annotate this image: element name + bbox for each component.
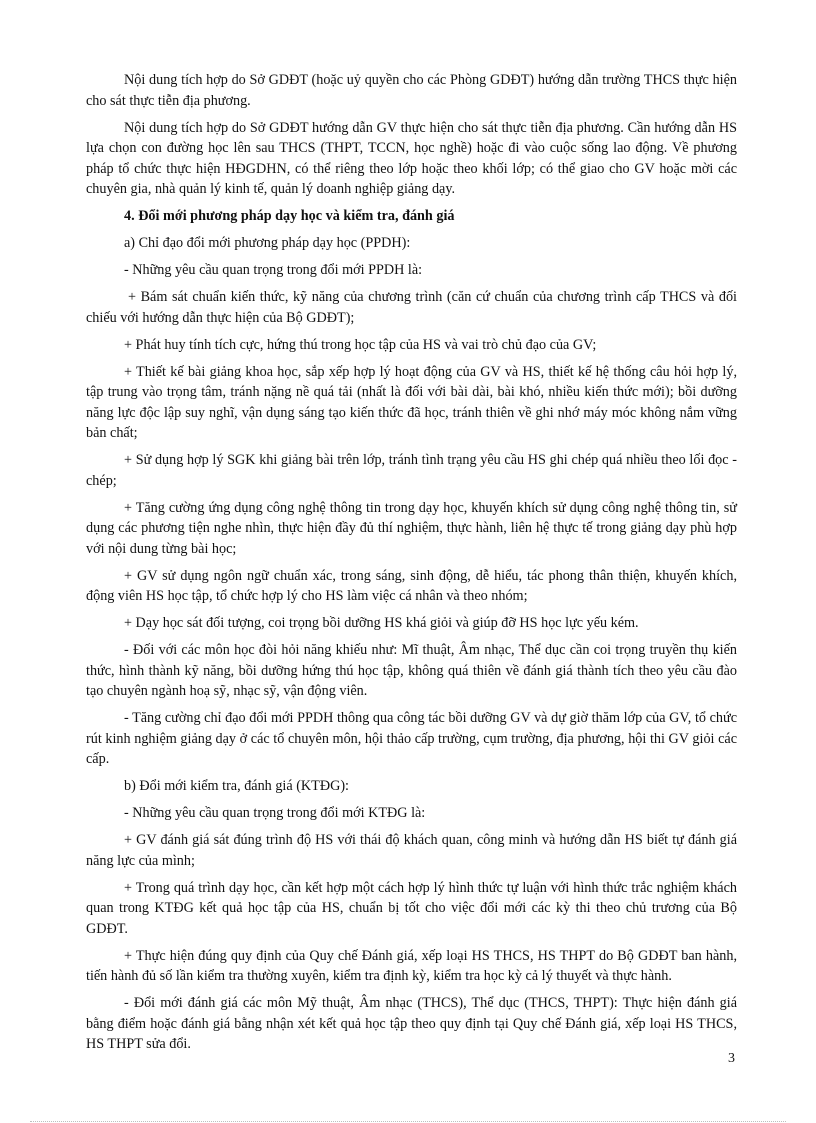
page-number: 3 (728, 1051, 735, 1066)
paragraph: a) Chỉ đạo đổi mới phương pháp dạy học (PPDH): (124, 235, 411, 251)
paragraph: + Thực hiện đúng quy định của Quy chế Đánh giá, xếp loại HS THCS, HS THPT do Bộ GDĐT ban hành, tiến hành đủ số lần kiểm tra thường xuyên, kiểm tra định kỳ, kiểm tra học kỳ cả lý thuyết và thực hành. (86, 947, 737, 984)
paragraph: + Sử dụng hợp lý SGK khi giảng bài trên lớp, tránh tình trạng yêu cầu HS ghi chép quá nhiều theo lối đọc - chép; (86, 452, 737, 489)
paragraph: Nội dung tích hợp do Sở GDĐT hướng dẫn GV thực hiện cho sát thực tiễn địa phương. Cần hướng dẫn HS lựa chọn con đường học lên sau THCS (THPT, TCCN, học nghề) hoặc đi vào cuộc sống lao động. Về phương pháp tổ chức thực hiện HĐGDHN, có thể riêng theo lớp hoặc theo khối lớp; có thể giao cho GV hoặc mời các chuyên gia, nhà quản lý kinh tế, quản lý doanh nghiệp giảng dạy. (86, 119, 737, 197)
paragraph: + Thiết kế bài giảng khoa học, sắp xếp hợp lý hoạt động của GV và HS, thiết kế hệ thống câu hỏi hợp lý, tập trung vào trọng tâm, tránh nặng nề quá tải (nhất là đối với bài dài, bài khó, nhiều kiến thức mới); bồi dưỡng năng lực độc lập suy nghĩ, vận dụng sáng tạo kiến thức đã học, tránh thiên về ghi nhớ máy móc không nắm vững bản chất; (86, 363, 737, 441)
paragraph: Nội dung tích hợp do Sở GDĐT (hoặc uỷ quyền cho các Phòng GDĐT) hướng dẫn trường THCS thực hiện cho sát thực tiễn địa phương. (86, 72, 737, 109)
paragraph: + Dạy học sát đối tượng, coi trọng bồi dưỡng HS khá giỏi và giúp đỡ HS học lực yếu kém. (124, 615, 639, 631)
paragraph: + Phát huy tính tích cực, hứng thú trong học tập của HS và vai trò chủ đạo của GV; (124, 336, 597, 353)
paragraph: - Đổi mới đánh giá các môn Mỹ thuật, Âm nhạc (THCS), Thể dục (THCS, THPT): Thực hiện đánh giá bằng điểm hoặc đánh giá bằng nhận xét kết quả học tập theo quy định tại Quy chế Đánh giá, xếp loại HS THCS, HS THPT sửa đổi. (86, 995, 737, 1052)
document-body (86, 70, 737, 1061)
paragraph: + Bám sát chuẩn kiến thức, kỹ năng của chương trình (căn cứ chuẩn của chương trình cấp THCS và đối chiếu với hướng dẫn thực hiện của Bộ GDĐT); (86, 289, 737, 326)
paragraph: - Những yêu cầu quan trọng trong đổi mới PPDH là: (124, 262, 423, 278)
page-bottom-divider (30, 1121, 786, 1122)
paragraph: + GV đánh giá sát đúng trình độ HS với thái độ khách quan, công minh và hướng dẫn HS biết tự đánh giá năng lực của mình; (86, 832, 737, 869)
paragraph: - Những yêu cầu quan trọng trong đổi mới KTĐG là: (124, 805, 426, 821)
paragraph: + Trong quá trình dạy học, cần kết hợp một cách hợp lý hình thức tự luận với hình thức trắc nghiệm khách quan trong KTĐG kết quả học tập của HS, chuẩn bị tốt cho việc đổi mới các kỳ thi theo chủ trương của Bộ GDĐT. (86, 879, 737, 937)
paragraph: b) Đổi mới kiểm tra, đánh giá (KTĐG): (124, 778, 349, 794)
paragraph: + GV sử dụng ngôn ngữ chuẩn xác, trong sáng, sinh động, dễ hiểu, tác phong thân thiện, khuyến khích, động viên HS học tập, tổ chức hợp lý cho HS làm việc cá nhân và theo nhóm; (86, 567, 737, 604)
paragraph: + Tăng cường ứng dụng công nghệ thông tin trong dạy học, khuyến khích sử dụng công nghệ thông tin, sử dụng các phương tiện nghe nhìn, thực hiện đầy đủ thí nghiệm, thực hành, liên hệ thực tế trong giảng dạy phù hợp với nội dung từng bài học; (86, 499, 737, 557)
paragraph: - Đối với các môn học đòi hỏi năng khiếu như: Mĩ thuật, Âm nhạc, Thể dục cần coi trọng truyền thụ kiến thức, hình thành kỹ năng, bồi dưỡng hứng thú học tập, không quá thiên về đánh giá thành tích theo yêu cầu đào tạo chuyên ngành hoạ sỹ, nhạc sỹ, vận động viên. (86, 642, 737, 699)
paragraph: - Tăng cường chỉ đạo đổi mới PPDH thông qua công tác bồi dưỡng GV và dự giờ thăm lớp của GV, tổ chức rút kinh nghiệm giảng dạy ở các tổ chuyên môn, hội thảo cấp trường, cụm trường, địa phương, hội thi GV giỏi các cấp. (86, 710, 737, 767)
section-heading: 4. Đổi mới phương pháp dạy học và kiểm tra, đánh giá (124, 208, 455, 224)
